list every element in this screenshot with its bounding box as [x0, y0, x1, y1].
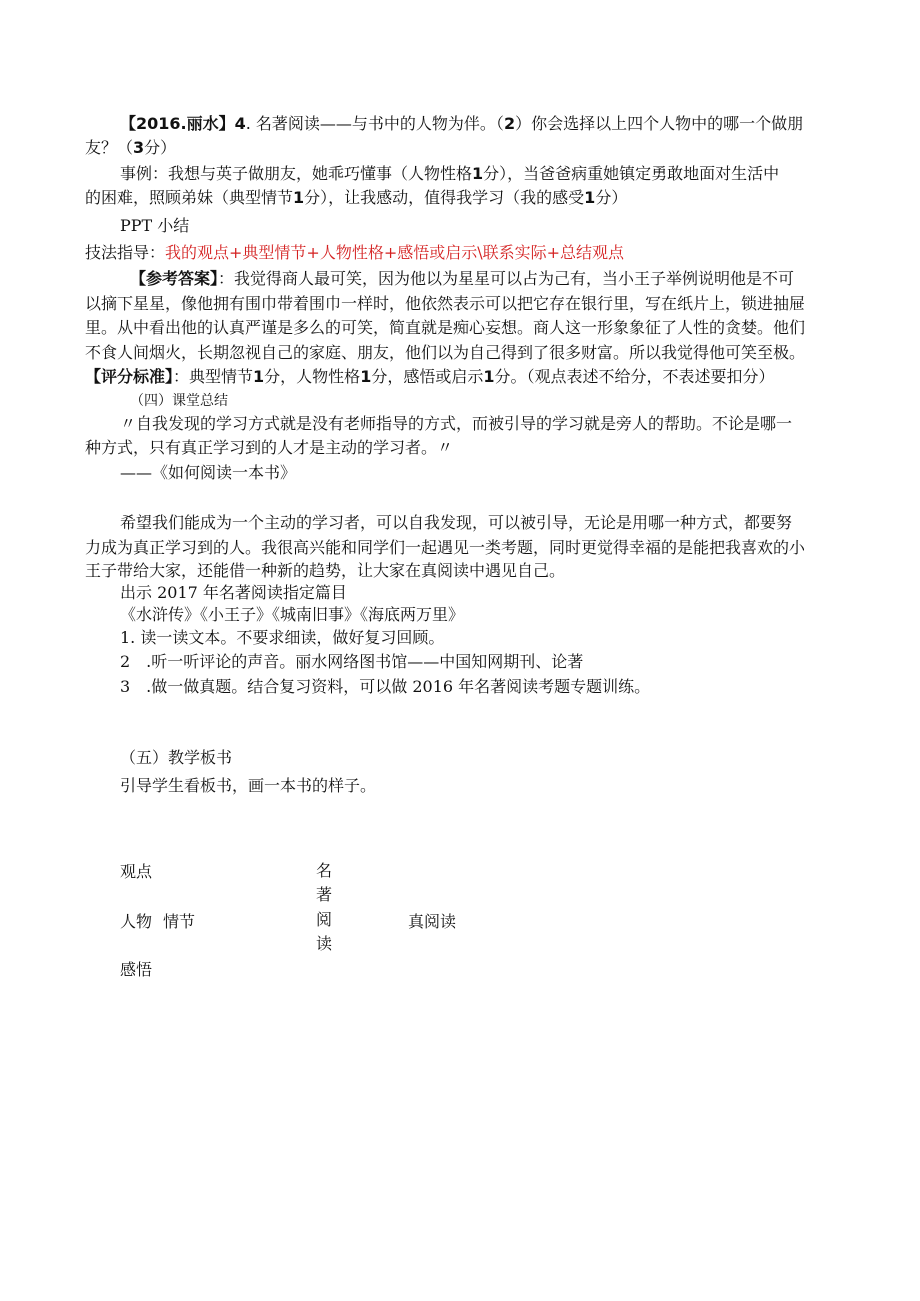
scoring-a: ：典型情节 [173, 367, 254, 386]
section-4-heading: （四）课堂总结 [130, 393, 228, 409]
example-1a: 事例：我想与英子做朋友，她乖巧懂事（人物性格 [120, 164, 473, 183]
answer-line-3: 里。从中看出他的认真严谨是多么的可笑，简直就是痴心妄想。商人这一形象象征了人性的贪婪。他们 [85, 318, 806, 337]
question-line-2-pre: 友？（ [85, 138, 134, 157]
skill-guide [85, 243, 624, 263]
books-item-3: 3 .做一做真题。结合复习资料，可以做 2016 年名著阅读考题专题训练。 [120, 677, 651, 696]
board-vertical-3: 阅 [316, 910, 333, 929]
answer-line-1 [130, 269, 794, 289]
example-line-1 [120, 164, 779, 184]
answer-label: 【参考答案】 [130, 269, 219, 288]
example-2a: 的困难，照顾弟妹（典型情节 [85, 188, 294, 207]
section-5-heading: （五）教学板书 [120, 748, 233, 767]
question-line-2 [85, 138, 176, 158]
quote-line-1: 〃自我发现的学习方式就是没有老师指导的方式，而被引导的学习就是旁人的帮助。不论是哪一 [120, 414, 793, 433]
skill-label: 技法指导： [85, 243, 166, 262]
books-item-2: 2 .听一听评论的声音。丽水网络图书馆——中国知网期刊、论著 [120, 652, 584, 671]
question-line-2-post: 分） [144, 138, 177, 157]
board-true-reading: 真阅读 [408, 912, 457, 931]
hope-line-3: 王子带给大家，还能借一种新的趋势，让大家在真阅读中遇见自己。 [85, 561, 566, 580]
question-subnum: 2 [503, 114, 516, 133]
example-2n: 1 [293, 188, 305, 207]
scoring-n1: 1 [253, 367, 265, 386]
scoring-line [85, 367, 775, 387]
hope-line-1: 希望我们能成为一个主动的学习者，可以自我发现，可以被引导，无论是用哪一种方式，都要努 [120, 513, 793, 532]
example-line-2 [85, 188, 627, 208]
books-list: 《水浒传》《小王子》《城南旧事》《海底两万里》 [120, 605, 465, 624]
books-title: 出示 2017 年名著阅读指定篇目 [120, 583, 347, 602]
board-vertical-2: 著 [316, 885, 333, 904]
answer-line-4: 不食人间烟火，长期忽视自己的家庭、朋友，他们以为自己得到了很多财富。所以我觉得他可笑至极。 [85, 343, 806, 362]
question-line-1 [120, 114, 803, 134]
skill-formula: 我的观点+典型情节+人物性格+感悟或启示\联系实际+总结观点 [165, 243, 625, 262]
scoring-c: 分，感悟或启示 [371, 367, 484, 386]
scoring-n2: 1 [360, 367, 372, 386]
answer-text-1: ：我觉得商人最可笑，因为他以为星星可以占为己有，当小王子举例说明他是不可 [218, 269, 795, 288]
hope-line-2: 力成为真正学习到的人。我很高兴能和同学们一起遇见一类考题，同时更觉得幸福的是能把我喜欢的小 [85, 538, 806, 557]
answer-line-2: 以摘下星星，像他拥有围巾带着围巾一样时，他依然表示可以把它存在银行里，写在纸片上，锁进抽屉 [85, 294, 806, 313]
scoring-b: 分，人物性格 [264, 367, 361, 386]
board-character: 人物 [120, 912, 153, 931]
question-text-tail: ）你会选择以上四个人物中的哪一个做朋 [515, 114, 804, 133]
quote-source: ——《如何阅读一本书》 [120, 463, 297, 482]
scoring-n3: 1 [483, 367, 495, 386]
section-5-desc: 引导学生看板书，画一本书的样子。 [120, 776, 377, 795]
scoring-label: 【评分标准】 [85, 367, 174, 386]
quote-line-2: 种方式，只有真正学习到的人才是主动的学习者。〃 [85, 438, 454, 457]
board-feeling: 感悟 [120, 960, 153, 979]
example-1b: 分），当爸爸病重她镇定勇敢地面对生活中 [483, 164, 780, 183]
board-vertical-1: 名 [316, 861, 333, 880]
example-2n2: 1 [584, 188, 596, 207]
board-vertical-4: 读 [316, 934, 333, 953]
board-viewpoint: 观点 [120, 862, 153, 881]
example-2b: 分），让我感动，值得我学习（我的感受 [304, 188, 585, 207]
question-score: 3 [133, 138, 145, 157]
question-text: . 名著阅读——与书中的人物为伴。（ [245, 114, 504, 133]
board-plot: 情节 [163, 912, 196, 931]
example-1n: 1 [472, 164, 484, 183]
scoring-d: 分。（观点表述不给分，不表述要扣分） [494, 367, 775, 386]
books-item-1: 1. 读一读文本。不要求细读，做好复习回顾。 [120, 628, 445, 647]
example-2c: 分） [595, 188, 628, 207]
question-tag: 【2016.丽水】4 [120, 114, 246, 133]
ppt-summary: PPT 小结 [120, 216, 190, 235]
